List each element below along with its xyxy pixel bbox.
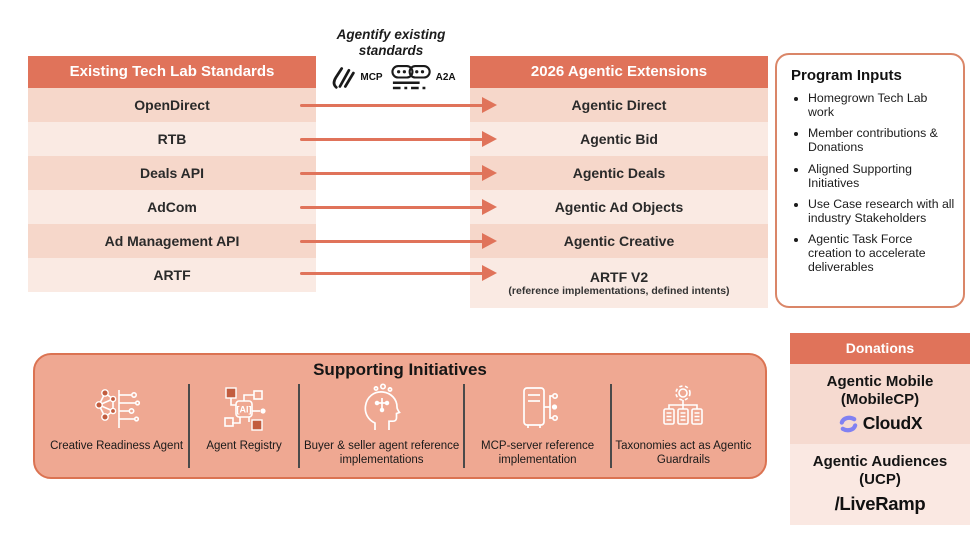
list-item: • Use Case research with all industry Stakeholders <box>808 197 955 225</box>
program-inputs-list <box>791 91 955 275</box>
existing-standards-table <box>28 56 316 292</box>
donation-name-line1: Agentic Mobile <box>826 373 934 390</box>
mapping-arrow <box>300 165 497 181</box>
mcp-logo <box>330 64 382 91</box>
server-icon <box>512 383 564 435</box>
agentic-extensions-table <box>470 56 768 308</box>
donations-panel <box>790 333 970 525</box>
mapping-arrow <box>300 233 497 249</box>
donation-agentic-mobile <box>790 364 970 444</box>
donation-name-line2: (UCP) <box>859 471 901 488</box>
mcp-icon <box>330 64 357 91</box>
artf-v2-title: ARTF V2 <box>589 268 649 285</box>
table-row: Agentic Bid <box>470 122 768 156</box>
table-row: Agentic Direct <box>470 88 768 122</box>
existing-standards-header: Existing Tech Lab Standards <box>28 56 316 88</box>
neural-network-icon <box>91 383 143 435</box>
program-inputs-title: Program Inputs <box>791 67 902 84</box>
list-item: • Aligned Supporting Initiatives <box>808 162 955 190</box>
list-item: • Agentic Task Force creation to accelerate deliverables <box>808 232 955 274</box>
initiative-label: Buyer & seller agent reference implementations <box>303 440 460 467</box>
cloudx-logo <box>838 413 922 434</box>
table-row: Agentic Ad Objects <box>470 190 768 224</box>
mapping-arrow <box>300 265 497 281</box>
donation-agentic-audiences <box>790 444 970 525</box>
program-inputs-panel <box>775 53 965 308</box>
cloudx-logo-text: CloudX <box>862 413 923 433</box>
initiative-label: MCP-server reference implementation <box>481 440 595 467</box>
initiative-creative-readiness <box>45 380 188 477</box>
table-row: RTB <box>28 122 316 156</box>
donation-name-line1: Agentic Audiences <box>812 453 948 470</box>
table-row-artf-v2 <box>470 258 768 308</box>
mapping-arrow <box>300 97 497 113</box>
initiative-agent-registry <box>190 380 298 477</box>
taxonomy-gear-icon <box>657 383 709 435</box>
agent-registry-glyph: [AI] <box>236 404 252 415</box>
supporting-initiatives-panel <box>33 353 767 479</box>
initiative-label: Creative Readiness Agent <box>50 440 184 452</box>
table-row: OpenDirect <box>28 88 316 122</box>
artf-v2-subtitle: (reference implementations, defined intents) <box>508 285 730 298</box>
donations-header: Donations <box>790 333 970 364</box>
mapping-arrow <box>300 199 497 215</box>
liveramp-logo <box>835 493 926 515</box>
list-item: • Member contributions & Donations <box>808 126 955 154</box>
initiative-label: Agent Registry <box>206 440 282 452</box>
initiative-mcp-server <box>465 380 610 477</box>
liveramp-logo-text: /LiveRamp <box>834 493 926 514</box>
initiative-taxonomies <box>612 380 755 477</box>
supporting-initiatives-items <box>35 380 765 477</box>
head-profile-icon <box>356 383 408 435</box>
agentify-label <box>316 27 466 59</box>
protocol-logos <box>322 60 464 94</box>
donation-name-line2: (MobileCP) <box>840 391 920 408</box>
a2a-label: A2A <box>435 71 456 83</box>
a2a-icon <box>391 64 433 91</box>
list-item: • Homegrown Tech Lab work <box>808 91 955 119</box>
agentic-extensions-header: 2026 Agentic Extensions <box>470 56 768 88</box>
supporting-initiatives-title: Supporting Initiatives <box>313 360 487 379</box>
table-row: Ad Management API <box>28 224 316 258</box>
table-row: ARTF <box>28 258 316 292</box>
initiative-buyer-seller-agents <box>300 380 463 477</box>
mapping-arrow <box>300 131 497 147</box>
table-row: Deals API <box>28 156 316 190</box>
agentify-label-line1: Agentify existing <box>336 27 446 42</box>
table-row: Agentic Deals <box>470 156 768 190</box>
agentify-label-line2: standards <box>358 43 424 59</box>
a2a-logo <box>391 64 456 91</box>
agent-registry-icon <box>218 383 270 435</box>
table-row: Agentic Creative <box>470 224 768 258</box>
table-row: AdCom <box>28 190 316 224</box>
initiative-label: Taxonomies act as Agentic Guardrails <box>615 440 752 467</box>
cloudx-icon <box>838 414 859 434</box>
mcp-label: MCP <box>360 71 383 83</box>
